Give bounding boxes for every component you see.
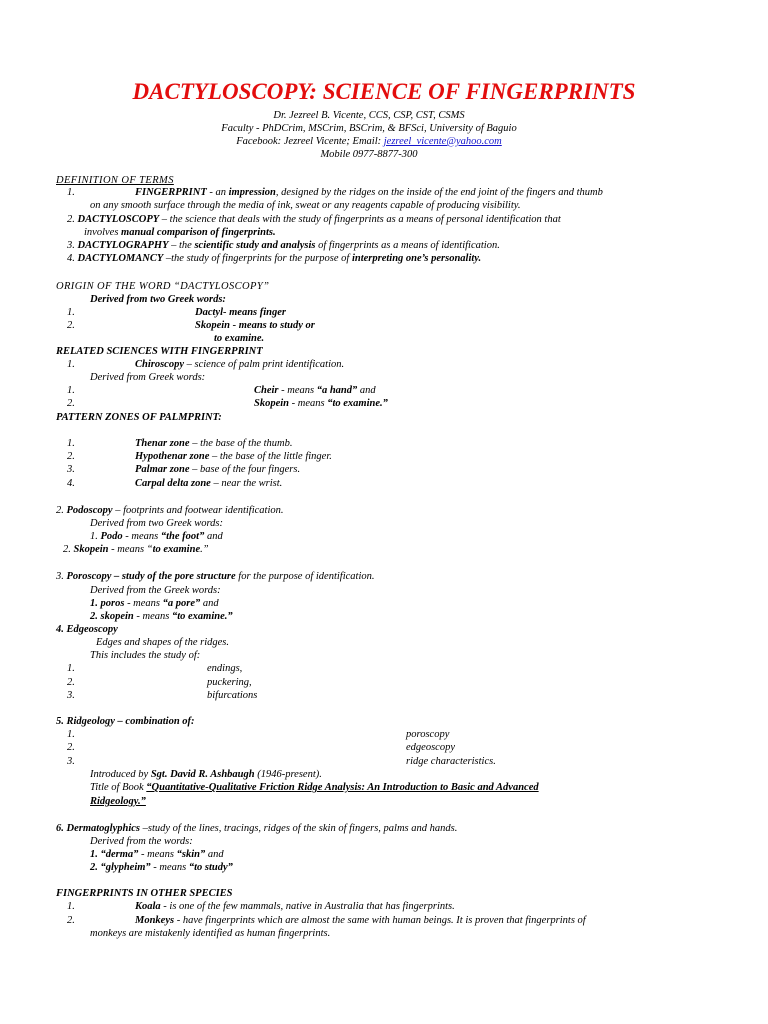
edgeoscopy-line-1: Edges and shapes of the ridges. bbox=[96, 637, 229, 648]
ridgeology-heading: 5. Ridgeology – combination of: bbox=[56, 716, 195, 727]
dermatoglyphics-heading: 6. Dermatoglyphics –study of the lines, tracings, ridges of the skin of fingers, palms and hands. bbox=[56, 823, 458, 834]
origin-item-1: Dactyl- means finger bbox=[195, 307, 286, 318]
definition-item-2: 2. DACTYLOSCOPY – the science that deals with the study of fingerprints as a means of personal identification that bbox=[67, 214, 561, 225]
pattern-num-2: 2. bbox=[67, 451, 75, 462]
pattern-item-1: Thenar zone – the base of the thumb. bbox=[135, 438, 293, 449]
definition-item-2-cont: involves manual comparison of fingerprints. bbox=[84, 227, 276, 238]
edgeoscopy-num-3: 3. bbox=[67, 690, 75, 701]
podoscopy-derived: Derived from two Greek words: bbox=[90, 518, 223, 529]
pattern-heading: PATTERN ZONES OF PALMPRINT: bbox=[56, 412, 222, 423]
edgeoscopy-num-2: 2. bbox=[67, 677, 75, 688]
definition-item-4: 4. DACTYLOMANCY –the study of fingerprints for the purpose of interpreting one’s personality. bbox=[67, 253, 482, 264]
ridgeology-num-2: 2. bbox=[67, 742, 75, 753]
definition-item-3: 3. DACTYLOGRAPHY – the scientific study and analysis of fingerprints as a means of identification. bbox=[67, 240, 500, 251]
poroscopy-word-1: 1. poros - means “a pore” and bbox=[90, 598, 219, 609]
related-item-1: Chiroscopy – science of palm print identification. bbox=[135, 359, 345, 370]
ridgeology-num-1: 1. bbox=[67, 729, 75, 740]
related-heading: RELATED SCIENCES WITH FINGERPRINT bbox=[56, 346, 263, 357]
ridgeology-intro: Introduced by Sgt. David R. Ashbaugh (1946-present). bbox=[90, 769, 322, 780]
dermatoglyphics-word-2: 2. “glypheim” - means “to study” bbox=[90, 862, 233, 873]
ridgeology-num-3: 3. bbox=[67, 756, 75, 767]
definition-item-1-cont: on any smooth surface through the media of ink, sweat or any reagents capable of producing visibility. bbox=[90, 200, 521, 211]
related-word-num-1: 1. bbox=[67, 385, 75, 396]
definition-num-1: 1. bbox=[67, 187, 75, 198]
related-num-1: 1. bbox=[67, 359, 75, 370]
poroscopy-word-2: 2. skopein - means “to examine.” bbox=[90, 611, 233, 622]
ridgeology-book-cont: Ridgeology.” bbox=[90, 796, 146, 807]
ridgeology-book: Title of Book “Quantitative-Qualitative Friction Ridge Analysis: An Introduction to Basic and Advanced bbox=[90, 782, 539, 793]
origin-item-2: Skopein - means to study or bbox=[195, 320, 315, 331]
species-heading: FINGERPRINTS IN OTHER SPECIES bbox=[56, 888, 233, 899]
ridgeology-item-3: ridge characteristics. bbox=[406, 756, 496, 767]
pattern-num-1: 1. bbox=[67, 438, 75, 449]
origin-num-1: 1. bbox=[67, 307, 75, 318]
species-num-2: 2. bbox=[67, 915, 75, 926]
related-derived: Derived from Greek words: bbox=[90, 372, 206, 383]
pattern-item-3: Palmar zone – base of the four fingers. bbox=[135, 464, 301, 475]
origin-derived: Derived from two Greek words: bbox=[90, 294, 226, 305]
edgeoscopy-line-2: This includes the study of: bbox=[90, 650, 201, 661]
species-num-1: 1. bbox=[67, 901, 75, 912]
pattern-item-4: Carpal delta zone – near the wrist. bbox=[135, 478, 283, 489]
species-item-2: Monkeys - have fingerprints which are almost the same with human beings. It is proven that fingerprints of bbox=[135, 915, 586, 926]
podoscopy-word-2: 2. Skopein - means “to examine.” bbox=[63, 544, 209, 555]
origin-item-2-cont: to examine. bbox=[214, 333, 265, 344]
document-title: DACTYLOSCOPY: SCIENCE OF FINGERPRINTS bbox=[132, 79, 636, 104]
podoscopy-heading: 2. Podoscopy – footprints and footwear identification. bbox=[56, 505, 284, 516]
mobile-line: Mobile 0977-8877-300 bbox=[320, 149, 418, 160]
edgeoscopy-heading: 4. Edgeoscopy bbox=[56, 624, 118, 635]
species-item-1: Koala - is one of the few mammals, native in Australia that has fingerprints. bbox=[135, 901, 455, 912]
dermatoglyphics-derived: Derived from the words: bbox=[90, 836, 193, 847]
email-link[interactable]: jezreel_vicente@yahoo.com bbox=[383, 136, 502, 147]
faculty-line: Faculty - PhDCrim, MSCrim, BSCrim, & BFSci, University of Baguio bbox=[221, 123, 517, 134]
species-item-2-cont: monkeys are mistakenly identified as human fingerprints. bbox=[90, 928, 331, 939]
ridgeology-item-2: edgeoscopy bbox=[406, 742, 455, 753]
author-line: Dr. Jezreel B. Vicente, CCS, CSP, CST, CSMS bbox=[273, 110, 465, 121]
contact-line bbox=[0, 135, 738, 148]
edgeoscopy-item-3: bifurcations bbox=[207, 690, 258, 701]
podoscopy-word-1: 1. Podo - means “the foot” and bbox=[90, 531, 223, 542]
origin-heading: ORIGIN OF THE WORD “DACTYLOSCOPY” bbox=[56, 281, 270, 292]
definition-item-1: FINGERPRINT - an impression, designed by the ridges on the inside of the end joint of the fingers and thumb bbox=[135, 187, 603, 198]
poroscopy-derived: Derived from the Greek words: bbox=[90, 585, 221, 596]
related-word-num-2: 2. bbox=[67, 398, 75, 409]
pattern-num-4: 4. bbox=[67, 478, 75, 489]
ridgeology-item-1: poroscopy bbox=[406, 729, 450, 740]
related-word-1: Cheir - means “a hand” and bbox=[254, 385, 376, 396]
definitions-heading: DEFINITION OF TERMS bbox=[56, 175, 174, 186]
edgeoscopy-item-1: endings, bbox=[207, 663, 243, 674]
facebook-label: Facebook: Jezreel Vicente; Email: bbox=[236, 136, 384, 147]
edgeoscopy-num-1: 1. bbox=[67, 663, 75, 674]
pattern-num-3: 3. bbox=[67, 464, 75, 475]
origin-num-2: 2. bbox=[67, 320, 75, 331]
pattern-item-2: Hypothenar zone – the base of the little finger. bbox=[135, 451, 332, 462]
related-word-2: Skopein - means “to examine.” bbox=[254, 398, 388, 409]
dermatoglyphics-word-1: 1. “derma” - means “skin” and bbox=[90, 849, 224, 860]
edgeoscopy-item-2: puckering, bbox=[207, 677, 252, 688]
poroscopy-heading: 3. Poroscopy – study of the pore structure for the purpose of identification. bbox=[56, 571, 375, 582]
